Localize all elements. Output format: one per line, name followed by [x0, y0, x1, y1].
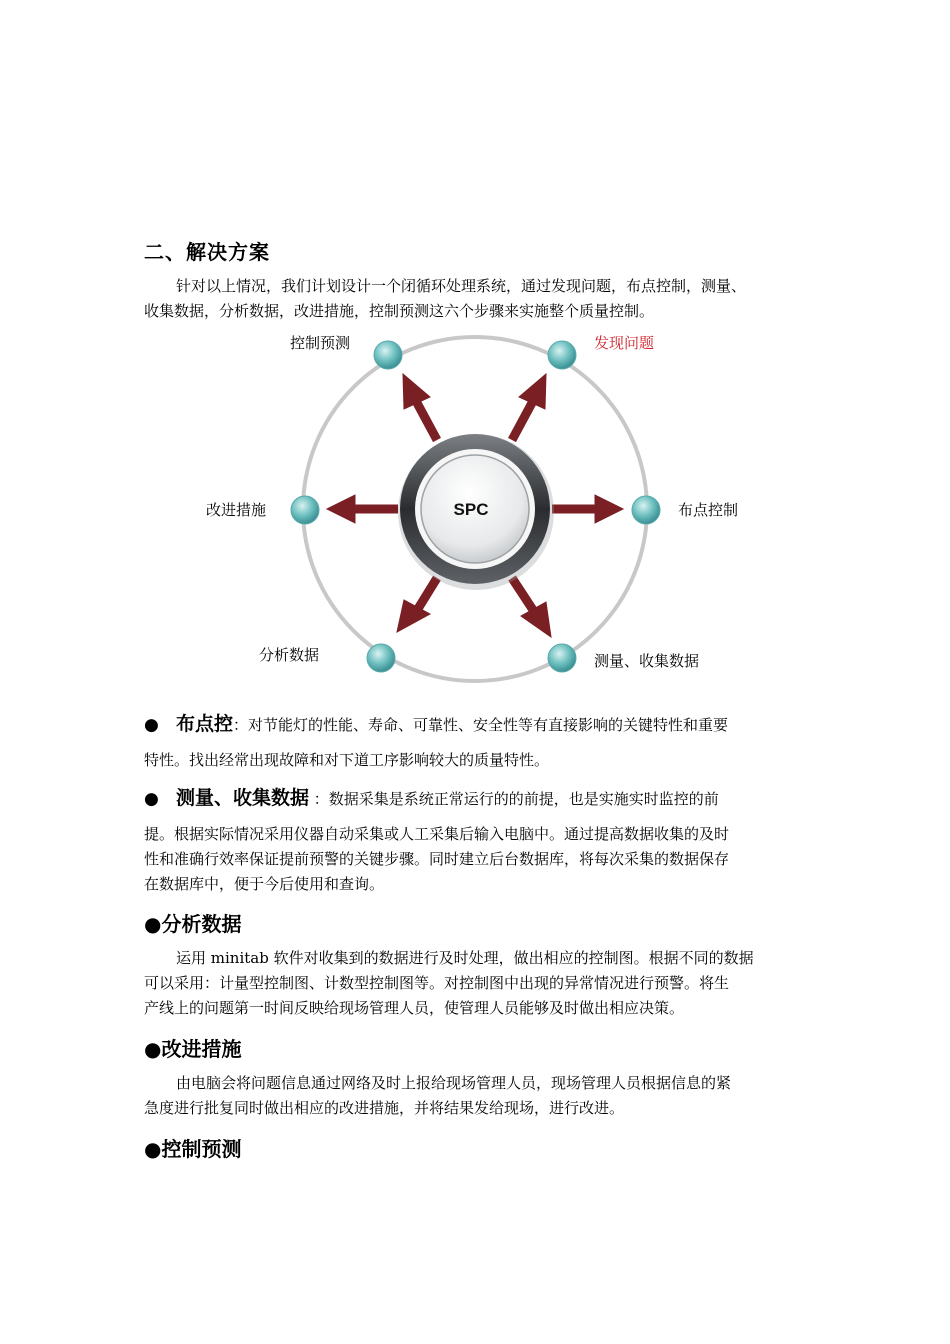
item-measure-line-2: 性和准确行效率保证提前预警的关键步骤。同时建立后台数据库，将每次采集的数据保存 — [144, 850, 730, 868]
spc-center-label: SPC — [453, 500, 489, 519]
arrow-down-left — [416, 578, 437, 612]
node-top-left — [374, 341, 402, 369]
item-point-control — [144, 712, 844, 738]
item-measure-line-3: 在数据库中，便于今后使用和查询。 — [144, 875, 385, 893]
item-title: 测量、收集数据 — [176, 787, 310, 809]
label-analyze-data: 分析数据 — [259, 646, 320, 664]
bullet-marker: ● — [144, 789, 159, 809]
bullet-marker: ● — [144, 715, 159, 735]
label-find-problem: 发现问题 — [594, 334, 655, 352]
heading-control-predict: ●控制预测 — [144, 1137, 242, 1161]
node-left — [291, 496, 319, 524]
node-bottom-left — [367, 644, 395, 672]
improve-line-1: 由电脑会将问题信息通过网络及时上报给现场管理人员，现场管理人员根据信息的紧 — [176, 1074, 732, 1092]
intro-line-1: 针对以上情况，我们计划设计一个闭循环处理系统，通过发现问题，布点控制，测量、 — [176, 277, 747, 295]
analyze-line-1: 运用 minitab 软件对收集到的数据进行及时处理，做出相应的控制图。根据不同的数据 — [176, 949, 754, 967]
analyze-line-2: 可以采用：计量型控制图、计数型控制图等。对控制图中出现的异常情况进行预警。将生 — [144, 974, 730, 992]
item-measure-collect — [144, 786, 844, 812]
item-point-control-line-1: 特性。找出经常出现故障和对下道工序影响较大的质量特性。 — [144, 751, 550, 769]
arrow-down-right — [512, 578, 535, 613]
label-measure-collect: 测量、收集数据 — [594, 652, 700, 670]
heading-improve-measures: ●改进措施 — [144, 1037, 242, 1061]
improve-line-2: 急度进行批复同时做出相应的改进措施，并将结果发给现场，进行改进。 — [144, 1099, 625, 1117]
label-control-predict: 控制预测 — [290, 334, 351, 352]
node-top-right — [548, 341, 576, 369]
item-title: 布点控 — [176, 713, 234, 735]
item-measure-line-1: 提。根据实际情况采用仪器自动采集或人工采集后输入电脑中。通过提高数据收集的及时 — [144, 825, 730, 843]
arrow-up-right — [512, 401, 533, 440]
intro-line-2: 收集数据，分析数据，改进措施，控制预测这六个步骤来实施整个质量控制。 — [144, 302, 655, 320]
item-lead-text: ：数据采集是系统正常运行的的前提，也是实施实时监控的前 — [309, 790, 719, 808]
node-bottom-right — [548, 644, 576, 672]
label-improve-measures: 改进措施 — [206, 501, 267, 519]
spc-cycle-diagram — [190, 322, 750, 702]
section-title: 二、解决方案 — [144, 240, 270, 264]
item-lead-text: ：对节能灯的性能、寿命、可靠性、安全性等有直接影响的关键特性和重要 — [233, 716, 729, 734]
heading-analyze-data: ●分析数据 — [144, 912, 242, 936]
arrow-up-left — [416, 401, 437, 440]
node-right — [632, 496, 660, 524]
analyze-line-3: 产线上的问题第一时间反映给现场管理人员，使管理人员能够及时做出相应决策。 — [144, 999, 685, 1017]
label-point-control: 布点控制 — [678, 501, 739, 519]
